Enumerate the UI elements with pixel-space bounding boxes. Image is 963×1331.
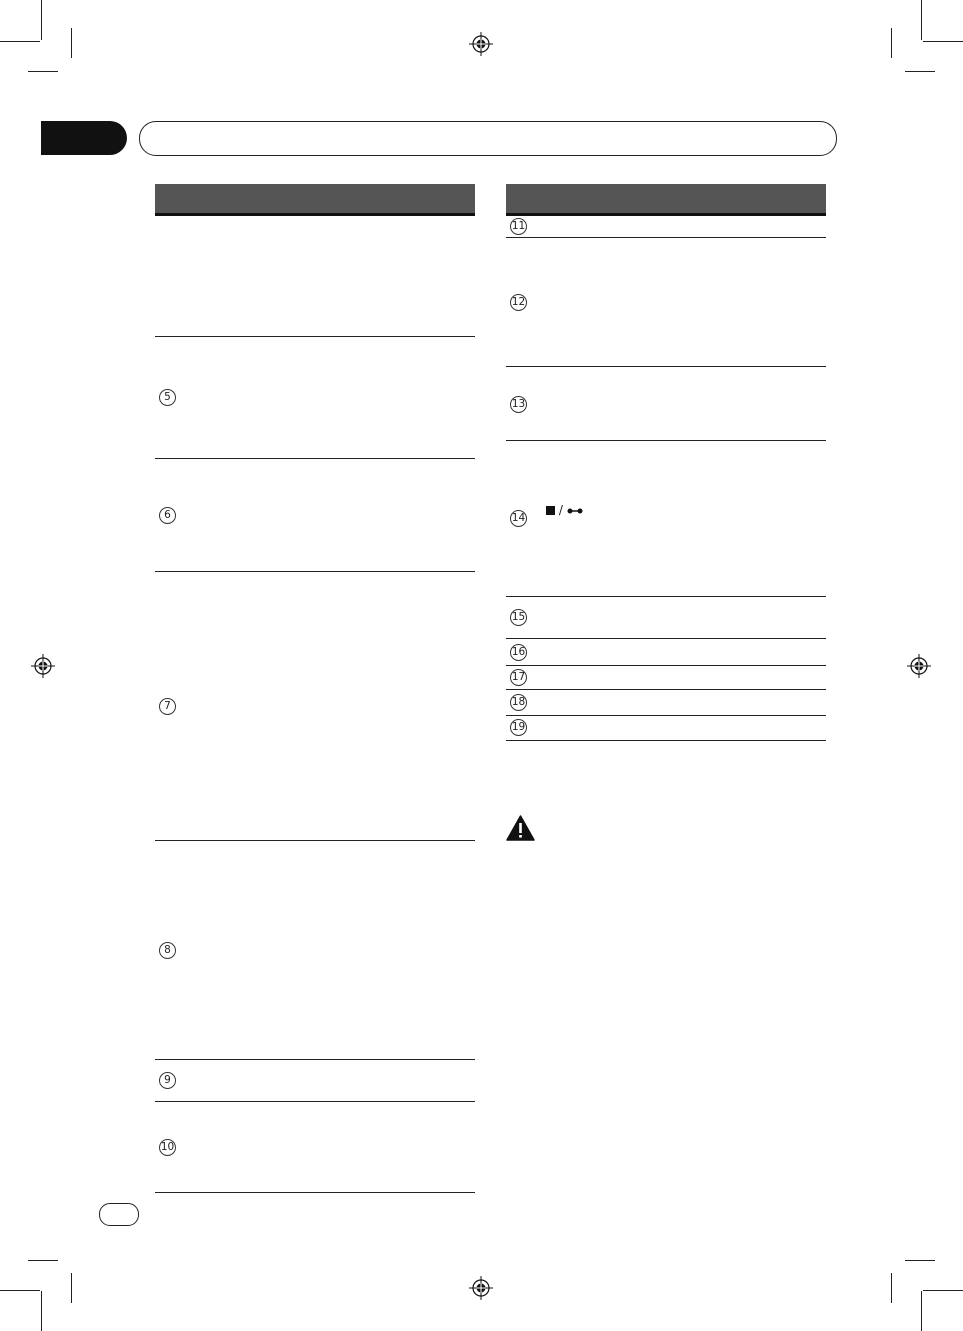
crop-mark (923, 41, 963, 42)
item-number: 6 (159, 507, 176, 524)
crop-mark (71, 28, 72, 58)
item-number: 14 (510, 510, 527, 527)
section-title-bar (139, 121, 837, 156)
table-header (506, 184, 826, 216)
crop-mark (71, 1273, 72, 1303)
item-number: 8 (159, 942, 176, 959)
row-divider (155, 458, 475, 459)
crop-mark (923, 1290, 963, 1291)
crop-mark (0, 41, 40, 42)
row-divider (155, 840, 475, 841)
registration-mark-icon (469, 32, 493, 56)
item-number: 17 (510, 669, 527, 686)
row-divider (506, 715, 826, 716)
item-number: 7 (159, 698, 176, 715)
row-divider (155, 1059, 475, 1060)
row-divider (155, 571, 475, 572)
page-number-pill (99, 1203, 139, 1226)
crop-mark (28, 1260, 58, 1261)
item-number: 16 (510, 644, 527, 661)
item-number: 12 (510, 294, 527, 311)
registration-mark-icon (469, 1276, 493, 1300)
link-connector-icon (567, 506, 583, 516)
chapter-tab (41, 121, 127, 155)
item-number: 10 (159, 1139, 176, 1156)
item-number: 19 (510, 719, 527, 736)
crop-mark (891, 1273, 892, 1303)
row-divider (506, 665, 826, 666)
item-number: 18 (510, 694, 527, 711)
item-number: 13 (510, 396, 527, 413)
crop-mark (41, 0, 42, 40)
row-divider (506, 596, 826, 597)
crop-mark (891, 28, 892, 58)
row-divider (155, 336, 475, 337)
row-divider (506, 366, 826, 367)
stop-square-icon (546, 506, 555, 515)
item-number: 9 (159, 1072, 176, 1089)
crop-mark (905, 71, 935, 72)
crop-mark (921, 0, 922, 40)
registration-mark-icon (31, 654, 55, 678)
item-number: 5 (159, 389, 176, 406)
row-divider (506, 237, 826, 238)
stop-link-symbol (546, 503, 583, 517)
warning-triangle-icon (506, 815, 535, 841)
symbol-separator: / (558, 503, 563, 517)
crop-mark (905, 1260, 935, 1261)
item-number: 15 (510, 609, 527, 626)
item-number: 11 (510, 218, 527, 235)
row-divider (506, 740, 826, 741)
row-divider (506, 689, 826, 690)
row-divider (155, 1101, 475, 1102)
row-divider (506, 638, 826, 639)
crop-mark (41, 1291, 42, 1331)
row-divider (155, 1192, 475, 1193)
crop-mark (0, 1290, 40, 1291)
crop-mark (28, 71, 58, 72)
registration-mark-icon (907, 654, 931, 678)
table-header (155, 184, 475, 216)
crop-mark (921, 1291, 922, 1331)
row-divider (506, 440, 826, 441)
